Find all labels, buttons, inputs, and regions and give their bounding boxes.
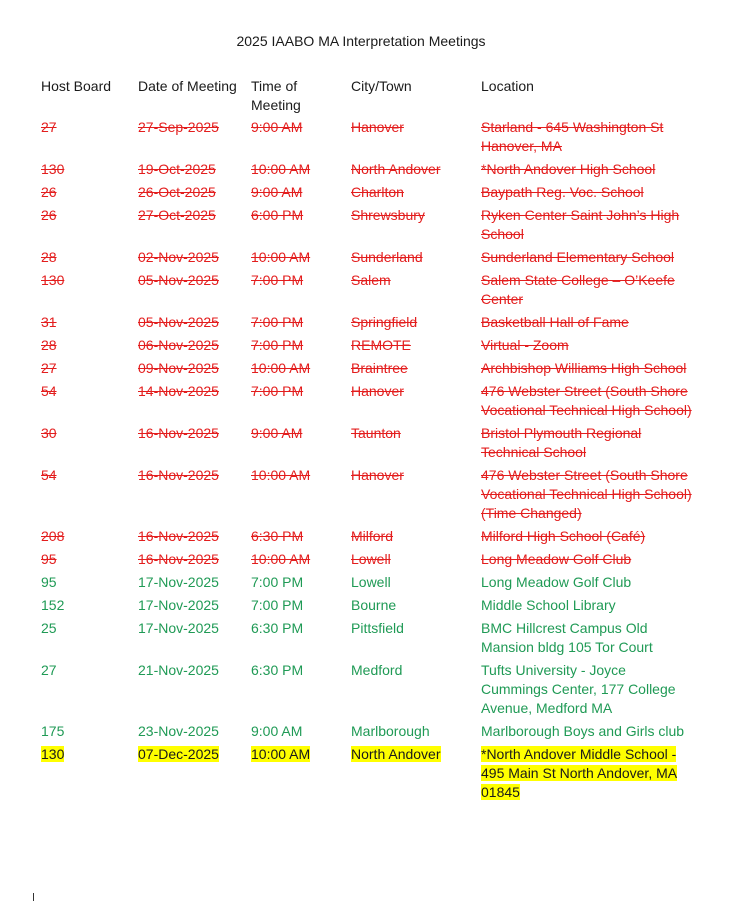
cell-city-text: Milford <box>351 528 394 544</box>
cell-time-text: 6:00 PM <box>251 207 304 223</box>
cell-host-board-text: 27 <box>41 360 57 376</box>
cell-date-text: 05-Nov-2025 <box>138 314 219 330</box>
cell-city-text: Taunton <box>351 425 401 441</box>
cell-host-board <box>37 661 134 722</box>
table-row <box>37 206 697 248</box>
cell-host-board <box>37 359 134 382</box>
cell-time-text: 7:00 PM <box>251 383 304 399</box>
cell-date <box>134 336 247 359</box>
cell-location <box>477 550 697 573</box>
cell-location <box>477 118 697 160</box>
cell-city <box>347 550 477 573</box>
cell-host-board <box>37 206 134 248</box>
cell-city <box>347 382 477 424</box>
cell-location <box>477 183 697 206</box>
cell-city-text: Lowell <box>351 551 391 567</box>
cell-time <box>247 313 347 336</box>
cell-time <box>247 722 347 745</box>
table-row <box>37 382 697 424</box>
cell-host-board <box>37 550 134 573</box>
cell-location-text: Archbishop Williams High School <box>481 360 687 376</box>
cell-host-board <box>37 160 134 183</box>
cell-time <box>247 527 347 550</box>
cell-city <box>347 118 477 160</box>
cell-date-text: 16-Nov-2025 <box>138 425 219 441</box>
cell-host-board <box>37 118 134 160</box>
cell-city <box>347 466 477 527</box>
table-row <box>37 359 697 382</box>
cell-city-text: Salem <box>351 272 391 288</box>
cell-date <box>134 313 247 336</box>
cell-location-text: Virtual - Zoom <box>481 337 569 353</box>
cell-city <box>347 661 477 722</box>
cell-time-text: 10:00 AM <box>251 249 311 265</box>
cell-date <box>134 359 247 382</box>
cell-host-board <box>37 313 134 336</box>
cell-date-text: 26-Oct-2025 <box>138 184 216 200</box>
cell-time-text: 10:00 AM <box>251 746 311 762</box>
cell-city-text: North Andover <box>351 161 441 177</box>
cell-city <box>347 722 477 745</box>
text-cursor <box>33 893 34 901</box>
cell-city-text: Bourne <box>351 597 397 613</box>
table-row <box>37 573 697 596</box>
cell-date <box>134 527 247 550</box>
cell-host-board <box>37 466 134 527</box>
cell-time-text: 10:00 AM <box>251 551 311 567</box>
cell-time-text: 9:00 AM <box>251 184 303 200</box>
cell-city-text: Marlborough <box>351 723 430 739</box>
header-host-board: Host Board <box>41 78 112 94</box>
cell-city <box>347 183 477 206</box>
table-row <box>37 466 697 527</box>
cell-date-text: 07-Dec-2025 <box>138 746 219 762</box>
cell-date-text: 06-Nov-2025 <box>138 337 219 353</box>
cell-host-board <box>37 382 134 424</box>
cell-location <box>477 313 697 336</box>
cell-date-text: 27-Oct-2025 <box>138 207 216 223</box>
cell-location <box>477 573 697 596</box>
cell-host-board <box>37 271 134 313</box>
table-row <box>37 661 697 722</box>
cell-city-text: Charlton <box>351 184 404 200</box>
cell-date-text: 27-Sep-2025 <box>138 119 219 135</box>
header-date: Date of Meeting <box>138 78 237 94</box>
cell-host-board-text: 95 <box>41 574 57 590</box>
cell-host-board-text: 152 <box>41 597 65 613</box>
cell-date-text: 17-Nov-2025 <box>138 574 219 590</box>
table-body <box>37 118 697 806</box>
cell-time-text: 10:00 AM <box>251 161 311 177</box>
cell-date-text: 23-Nov-2025 <box>138 723 219 739</box>
cell-time-text: 6:30 PM <box>251 620 304 636</box>
cell-location-text: Marlborough Boys and Girls club <box>481 723 685 739</box>
cell-city-text: Pittsfield <box>351 620 404 636</box>
cell-location-text: Ryken Center Saint John’s High School <box>481 207 680 242</box>
cell-location-text: Sunderland Elementary School <box>481 249 675 265</box>
cell-location <box>477 722 697 745</box>
cell-city-text: Sunderland <box>351 249 423 265</box>
table-row <box>37 248 697 271</box>
cell-time <box>247 573 347 596</box>
cell-date <box>134 118 247 160</box>
cell-date <box>134 271 247 313</box>
cell-time-text: 9:00 AM <box>251 425 303 441</box>
cell-time <box>247 206 347 248</box>
cell-location-text: Tufts University - Joyce Cummings Center, 177 College Avenue, Medford MA <box>481 662 676 716</box>
cell-date <box>134 661 247 722</box>
cell-time-text: 7:00 PM <box>251 597 304 613</box>
cell-location <box>477 359 697 382</box>
cell-location-text: Baypath Reg. Voc. School <box>481 184 644 200</box>
cell-time <box>247 619 347 661</box>
cell-time <box>247 424 347 466</box>
cell-location <box>477 596 697 619</box>
cell-date <box>134 424 247 466</box>
cell-time-text: 7:00 PM <box>251 272 304 288</box>
cell-time-text: 9:00 AM <box>251 119 303 135</box>
cell-host-board <box>37 248 134 271</box>
cell-date <box>134 160 247 183</box>
cell-date <box>134 183 247 206</box>
cell-city-text: REMOTE <box>351 337 411 353</box>
cell-date-text: 21-Nov-2025 <box>138 662 219 678</box>
cell-city <box>347 359 477 382</box>
cell-host-board-text: 25 <box>41 620 57 636</box>
cell-location <box>477 466 697 527</box>
cell-time <box>247 661 347 722</box>
cell-host-board <box>37 424 134 466</box>
cell-host-board-text: 27 <box>41 662 57 678</box>
cell-location <box>477 527 697 550</box>
cell-date <box>134 248 247 271</box>
cell-location-text: Basketball Hall of Fame <box>481 314 629 330</box>
table-row <box>37 424 697 466</box>
table-header-row <box>37 77 697 118</box>
cell-location-text: Starland - 645 Washington St Hanover, MA <box>481 119 664 154</box>
cell-date <box>134 573 247 596</box>
cell-city <box>347 271 477 313</box>
cell-time <box>247 596 347 619</box>
cell-city-text: Lowell <box>351 574 391 590</box>
table-row <box>37 183 697 206</box>
cell-city-text: Springfield <box>351 314 418 330</box>
cell-time-text: 7:00 PM <box>251 574 304 590</box>
table-row <box>37 596 697 619</box>
cell-time <box>247 359 347 382</box>
cell-time <box>247 466 347 527</box>
table-row <box>37 336 697 359</box>
cell-city-text: Hanover <box>351 119 404 135</box>
cell-host-board <box>37 573 134 596</box>
cell-host-board <box>37 527 134 550</box>
cell-location <box>477 382 697 424</box>
cell-date-text: 16-Nov-2025 <box>138 551 219 567</box>
cell-city <box>347 619 477 661</box>
cell-date-text: 19-Oct-2025 <box>138 161 216 177</box>
cell-time-text: 6:30 PM <box>251 662 304 678</box>
cell-date-text: 16-Nov-2025 <box>138 528 219 544</box>
cell-location-text: *North Andover Middle School - 495 Main St North Andover, MA 01845 <box>481 746 678 800</box>
cell-location-text: Middle School Library <box>481 597 616 613</box>
cell-city-text: Braintree <box>351 360 408 376</box>
cell-host-board-text: 27 <box>41 119 57 135</box>
cell-host-board <box>37 596 134 619</box>
cell-host-board-text: 208 <box>41 528 65 544</box>
cell-date-text: 05-Nov-2025 <box>138 272 219 288</box>
cell-time-text: 7:00 PM <box>251 337 304 353</box>
cell-location-text: Long Meadow Golf Club <box>481 574 632 590</box>
cell-city-text: North Andover <box>351 746 441 762</box>
cell-city <box>347 424 477 466</box>
cell-time <box>247 118 347 160</box>
cell-time <box>247 183 347 206</box>
cell-host-board <box>37 722 134 745</box>
cell-city <box>347 573 477 596</box>
cell-time <box>247 160 347 183</box>
cell-city <box>347 313 477 336</box>
cell-location <box>477 206 697 248</box>
cell-city <box>347 527 477 550</box>
cell-time <box>247 382 347 424</box>
cell-location-text: Milford High School (Café) <box>481 528 646 544</box>
cell-date-text: 09-Nov-2025 <box>138 360 219 376</box>
table-row <box>37 118 697 160</box>
cell-host-board <box>37 745 134 806</box>
header-location: Location <box>481 78 534 94</box>
cell-location <box>477 661 697 722</box>
cell-date <box>134 722 247 745</box>
cell-date-text: 02-Nov-2025 <box>138 249 219 265</box>
cell-city-text: Shrewsbury <box>351 207 425 223</box>
cell-location <box>477 745 697 806</box>
cell-host-board-text: 30 <box>41 425 57 441</box>
cell-date <box>134 596 247 619</box>
cell-host-board-text: 175 <box>41 723 65 739</box>
cell-city-text: Hanover <box>351 383 404 399</box>
cell-host-board-text: 54 <box>41 467 57 483</box>
header-city: City/Town <box>351 78 412 94</box>
cell-city-text: Medford <box>351 662 403 678</box>
cell-host-board <box>37 619 134 661</box>
table-row <box>37 745 697 806</box>
cell-date <box>134 466 247 527</box>
cell-location <box>477 619 697 661</box>
cell-location-text: Long Meadow Golf Club <box>481 551 632 567</box>
cell-location-text: Bristol Plymouth Regional Technical School <box>481 425 642 460</box>
cell-host-board <box>37 336 134 359</box>
cell-host-board-text: 26 <box>41 207 57 223</box>
cell-date <box>134 382 247 424</box>
cell-city <box>347 596 477 619</box>
cell-date <box>134 619 247 661</box>
cell-location-text: 476 Webster Street (South Shore Vocational Technical High School) (Time Changed) <box>481 467 692 521</box>
table-row <box>37 722 697 745</box>
cell-time-text: 6:30 PM <box>251 528 304 544</box>
cell-host-board-text: 54 <box>41 383 57 399</box>
cell-date-text: 16-Nov-2025 <box>138 467 219 483</box>
cell-city <box>347 160 477 183</box>
cell-date <box>134 745 247 806</box>
cell-date-text: 17-Nov-2025 <box>138 597 219 613</box>
cell-time <box>247 248 347 271</box>
cell-location-text: 476 Webster Street (South Shore Vocational Technical High School) <box>481 383 692 418</box>
cell-host-board-text: 130 <box>41 161 65 177</box>
cell-date-text: 17-Nov-2025 <box>138 620 219 636</box>
table-row <box>37 313 697 336</box>
cell-location <box>477 160 697 183</box>
cell-time-text: 7:00 PM <box>251 314 304 330</box>
table-row <box>37 550 697 573</box>
cell-host-board-text: 31 <box>41 314 57 330</box>
cell-time <box>247 550 347 573</box>
cell-date-text: 14-Nov-2025 <box>138 383 219 399</box>
cell-host-board-text: 28 <box>41 337 57 353</box>
table-row <box>37 619 697 661</box>
cell-date <box>134 550 247 573</box>
cell-city <box>347 248 477 271</box>
cell-time <box>247 745 347 806</box>
cell-time <box>247 336 347 359</box>
cell-time-text: 10:00 AM <box>251 467 311 483</box>
cell-city <box>347 206 477 248</box>
table-row <box>37 160 697 183</box>
cell-time-text: 9:00 AM <box>251 723 303 739</box>
cell-location-text: Salem State College – O’Keefe Center <box>481 272 675 307</box>
cell-host-board-text: 95 <box>41 551 57 567</box>
cell-host-board-text: 130 <box>41 746 65 762</box>
table-row <box>37 527 697 550</box>
cell-time <box>247 271 347 313</box>
cell-city <box>347 336 477 359</box>
cell-location <box>477 248 697 271</box>
cell-location <box>477 424 697 466</box>
meetings-table <box>37 77 697 806</box>
cell-date <box>134 206 247 248</box>
header-time: Time of Meeting <box>251 78 301 113</box>
cell-host-board-text: 28 <box>41 249 57 265</box>
cell-host-board <box>37 183 134 206</box>
table-row <box>37 271 697 313</box>
cell-host-board-text: 26 <box>41 184 57 200</box>
cell-city-text: Hanover <box>351 467 404 483</box>
cell-location <box>477 271 697 313</box>
document-title: 2025 IAABO MA Interpretation Meetings <box>236 33 486 49</box>
cell-city <box>347 745 477 806</box>
cell-location-text: BMC Hillcrest Campus Old Mansion bldg 105 Tor Court <box>481 620 653 655</box>
cell-location <box>477 336 697 359</box>
cell-time-text: 10:00 AM <box>251 360 311 376</box>
cell-host-board-text: 130 <box>41 272 65 288</box>
cell-location-text: *North Andover High School <box>481 161 656 177</box>
